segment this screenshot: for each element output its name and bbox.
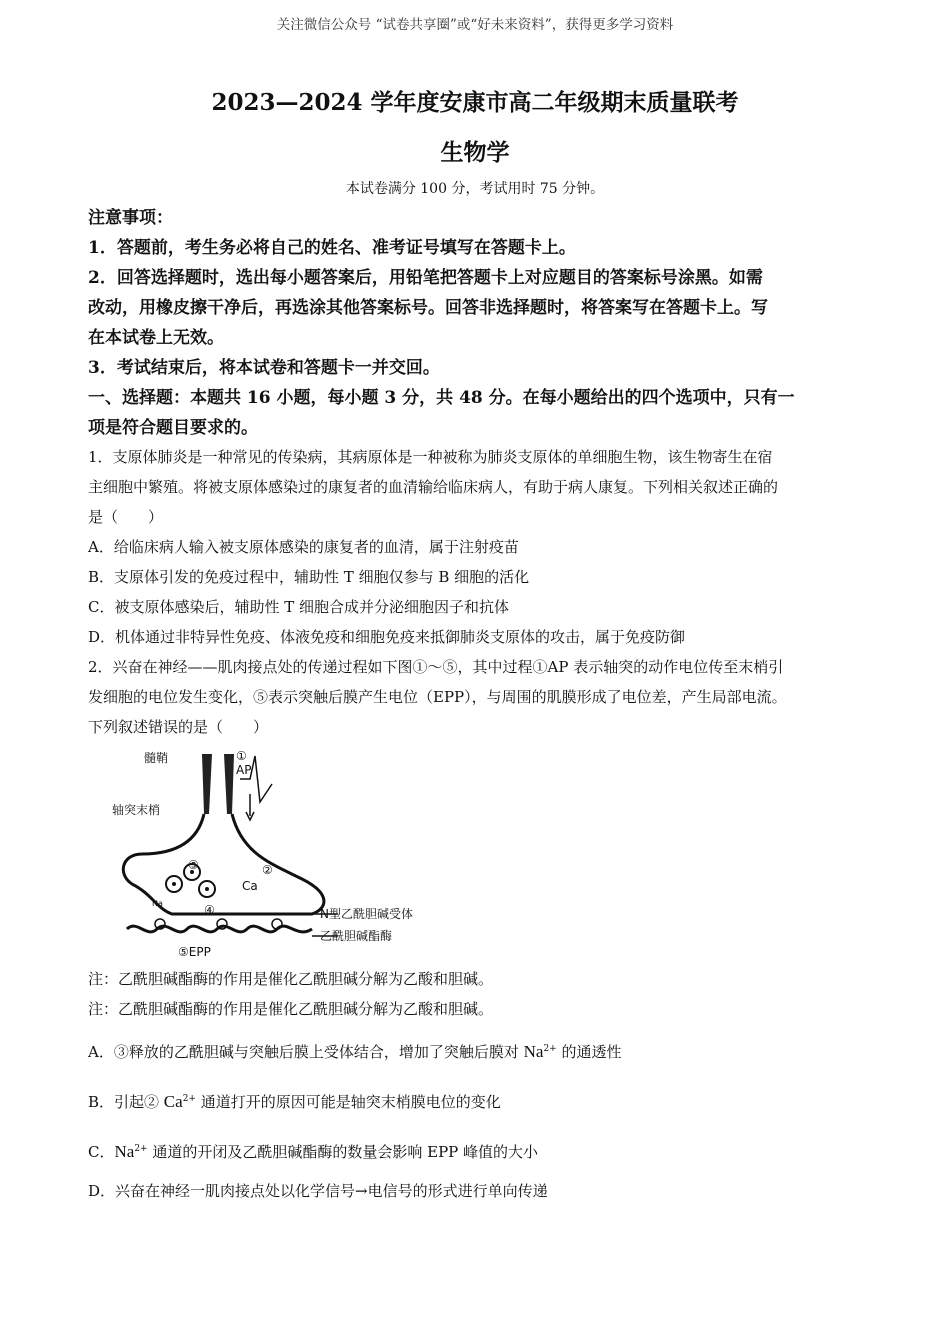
q2-option-b-text: B．引起② — [88, 1093, 164, 1111]
notice-item-2-line-2: 改动，用橡皮擦干净后，再选涂其他答案标号。回答非选择题时，将答案写在答题卡上。写 — [88, 298, 768, 318]
q2-option-c-charge: 2+ — [134, 1144, 148, 1154]
figure-label-epp: ⑤EPP — [178, 945, 211, 959]
q1-option-c: C．被支原体感染后，辅助性 T 细胞合成并分泌细胞因子和抗体 — [88, 598, 510, 616]
q2-option-a — [88, 1037, 868, 1067]
q1-option-b: B．支原体引发的免疫过程中，辅助性 T 细胞仅参与 B 细胞的活化 — [88, 568, 530, 586]
figure-label-na: Na — [152, 899, 163, 908]
q2-stem-line-2: 发细胞的电位发生变化，⑤表示突触后膜产生电位（EPP），与周围的肌膜形成了电位差，产生局部电流。 — [88, 688, 787, 706]
q1-stem-line-3: 是（ ） — [88, 508, 164, 526]
synapse-figure — [112, 744, 442, 962]
q2-option-d: D．兴奋在神经一肌肉接点处以化学信号→电信号的形式进行单向传递 — [88, 1182, 548, 1200]
q2-option-b-tail: 通道打开的原因可能是轴突末梢膜电位的变化 — [195, 1093, 501, 1111]
q1-stem-line-1: 1．支原体肺炎是一种常见的传染病，其病原体是一种被称为肺炎支原体的单细胞生物，该生物寄生在宿 — [88, 448, 773, 466]
notice-item-3: 3．考试结束后，将本试卷和答题卡一并交回。 — [88, 358, 440, 378]
figure-label-myelin: 髓鞘 — [144, 751, 169, 765]
exam-subject: 生物学 — [440, 139, 510, 166]
q2-note-1: 注：乙酰胆碱酯酶的作用是催化乙酰胆碱分解为乙酸和胆碱。 — [88, 970, 494, 988]
notice-item-2-line-1: 2．回答选择题时，选出每小题答案后，用铅笔把答题卡上对应题目的答案标号涂黑。如需 — [88, 268, 763, 288]
q2-option-b-charge: 2+ — [182, 1094, 196, 1104]
q2-option-c-tail: 通道的开闭及乙酰胆碱酯酶的数量会影响 EPP 峰值的大小 — [147, 1143, 539, 1161]
notice-heading: 注意事项： — [88, 208, 173, 228]
notice-item-2-line-3: 在本试卷上无效。 — [88, 328, 224, 348]
figure-label-enzyme: 乙酰胆碱酯酶 — [320, 929, 393, 943]
q1-option-d: D．机体通过非特异性免疫、体液免疫和细胞免疫来抵御肺炎支原体的攻击，属于免疫防御 — [88, 628, 686, 646]
header-note: 关注微信公众号 “试卷共享圈”或“好未来资料”，获得更多学习资料 — [276, 17, 674, 33]
q2-note-2: 注：乙酰胆碱酯酶的作用是催化乙酰胆碱分解为乙酸和胆碱。 — [88, 1000, 494, 1018]
notice-item-1: 1．答题前，考生务必将自己的姓名、准考证号填写在答题卡上。 — [88, 238, 576, 258]
q2-stem-line-1: 2．兴奋在神经——肌肉接点处的传递过程如下图①～⑤，其中过程①AP 表示轴突的动作电位传至末梢引 — [88, 658, 784, 676]
q2-option-c — [88, 1137, 868, 1167]
section-1-line-2: 项是符合题目要求的。 — [88, 418, 258, 438]
q2-option-a-tail: 的通透性 — [556, 1043, 622, 1061]
q2-option-c-text: C． — [88, 1143, 115, 1161]
section-1-line-1: 一、选择题：本题共 16 小题，每小题 3 分，共 48 分。在每小题给出的四个选项中，只有一 — [88, 388, 795, 408]
exam-title: 2023—2024 学年度安康市高二年级期末质量联考 — [211, 89, 739, 116]
q2-stem-line-3: 下列叙述错误的是（ ） — [88, 718, 269, 736]
q2-option-b — [88, 1087, 868, 1117]
figure-label-ap: AP — [236, 763, 252, 777]
figure-label-axon-terminal: 轴突末梢 — [112, 803, 161, 817]
figure-label-2: ② — [262, 863, 273, 877]
q2-option-a-ion: Na — [523, 1042, 544, 1061]
q2-option-a-text: A．③释放的乙酰胆碱与突触后膜上受体结合，增加了突触后膜对 — [88, 1043, 524, 1061]
figure-label-4: ④ — [204, 903, 215, 917]
q2-option-a-charge: 2+ — [543, 1044, 557, 1054]
q2-option-b-ion: Ca — [163, 1092, 183, 1111]
q2-option-c-ion: Na — [114, 1142, 135, 1161]
q1-option-a: A．给临床病人输入被支原体感染的康复者的血清，属于注射疫苗 — [88, 538, 519, 556]
figure-label-ca: Ca — [242, 879, 258, 893]
exam-info: 本试卷满分 100 分，考试用时 75 分钟。 — [345, 181, 605, 197]
figure-label-receptor: N型乙酰胆碱受体 — [320, 907, 413, 921]
figure-label-ap-number: ① — [236, 749, 247, 763]
q1-stem-line-2: 主细胞中繁殖。将被支原体感染过的康复者的血清输给临床病人，有助于病人康复。下列相关叙述正确的 — [88, 478, 779, 496]
figure-label-3: ③ — [188, 858, 199, 872]
